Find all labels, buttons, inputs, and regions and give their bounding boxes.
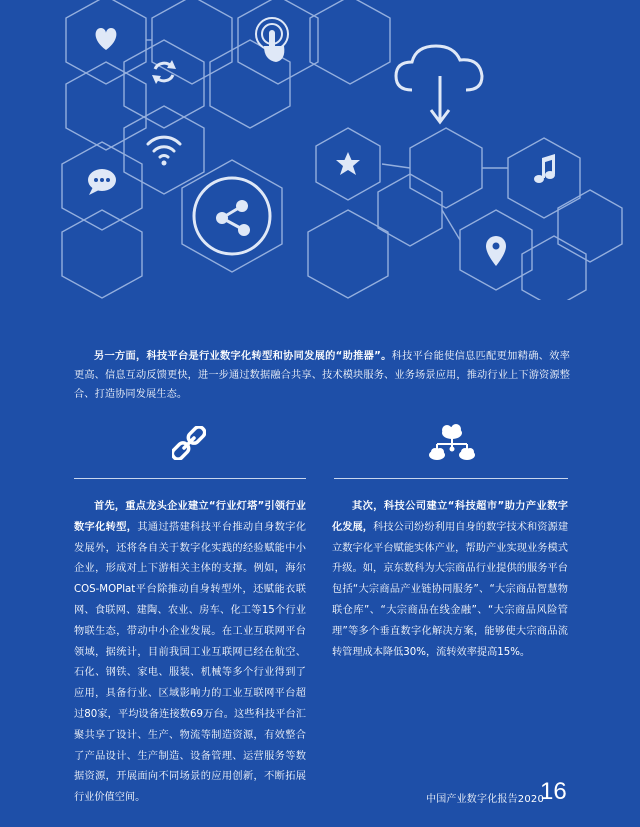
star-icon <box>336 152 360 175</box>
right-divider <box>334 478 568 479</box>
wifi-icon <box>148 137 180 165</box>
share-icon <box>194 178 270 254</box>
report-title: 中国产业数字化报告2020 <box>426 794 545 805</box>
cloud-download-icon <box>396 46 482 122</box>
page-number: 16 <box>540 778 567 805</box>
left-divider <box>74 478 306 479</box>
location-pin-icon <box>486 236 506 266</box>
left-body: 其通过搭建科技平台推动自身数字化发展外，还将各自关于数字化实践的经验赋能中小企业，形成对上下游相关主体的支撑。例如，海尔COS-MOPlat平台除推动自身转型外，还赋能衣联网、食联网、建陶、农业、房车、化工等15个行业物联生态，带动中小企业发展。在工业互联网平台领域，据统计，目前我国工业互联网已经在航空、石化、钢铁、家电、服装、机械等多个行业得到了应用，具备行业、区域影响力的工业互联网平台超过80家，平均设备连接数69万台。这些科技平台汇聚共享了设计、生产、物流等制造资源，有效整合了产品设计、生产制造、设备管理、运营服务等数据资源，开展面向不同场景的应用创新，不断拓展行业价值空间。 <box>74 521 306 804</box>
left-column-text <box>74 497 306 809</box>
chat-icon <box>88 169 116 195</box>
chain-link-icon <box>172 426 206 460</box>
hexagon-network-illustration <box>0 0 640 300</box>
right-lead: 其次，科技公司建立“科技超市”助力产业数字化发展， <box>332 501 568 533</box>
music-note-icon <box>534 154 555 183</box>
right-body: 科技公司纷纷利用自身的数字技术和资源建立数字化平台赋能实体产业，帮助产业实现业务模式升级。如，京东数科为大宗商品行业提供的服务平台包括“大宗商品产业链协同服务”、“大宗商品智慧物联仓库”、“大宗商品在线金融”、“大宗商品风险管理”等多个垂直数字化解决方案，能够使大宗商品流转管理成本降低30%，流转效率提高15%。 <box>332 521 569 658</box>
right-column-text <box>332 497 568 663</box>
touch-icon <box>256 18 288 62</box>
intro-paragraph <box>74 347 570 404</box>
heart-icon <box>96 28 117 50</box>
cloud-network-icon <box>428 424 476 462</box>
intro-body: 科技平台能使信息匹配更加精确、效率更高、信息互动反馈更快，进一步通过数据融合共享、技术模块服务、业务场景应用，推动行业上下游资源整合、打造协同发展生态。 <box>74 351 570 400</box>
left-lead: 首先，重点龙头企业建立“行业灯塔”引领行业数字化转型， <box>74 501 306 533</box>
intro-lead: 另一方面，科技平台是行业数字化转型和协同发展的“助推器”。 <box>94 351 392 362</box>
